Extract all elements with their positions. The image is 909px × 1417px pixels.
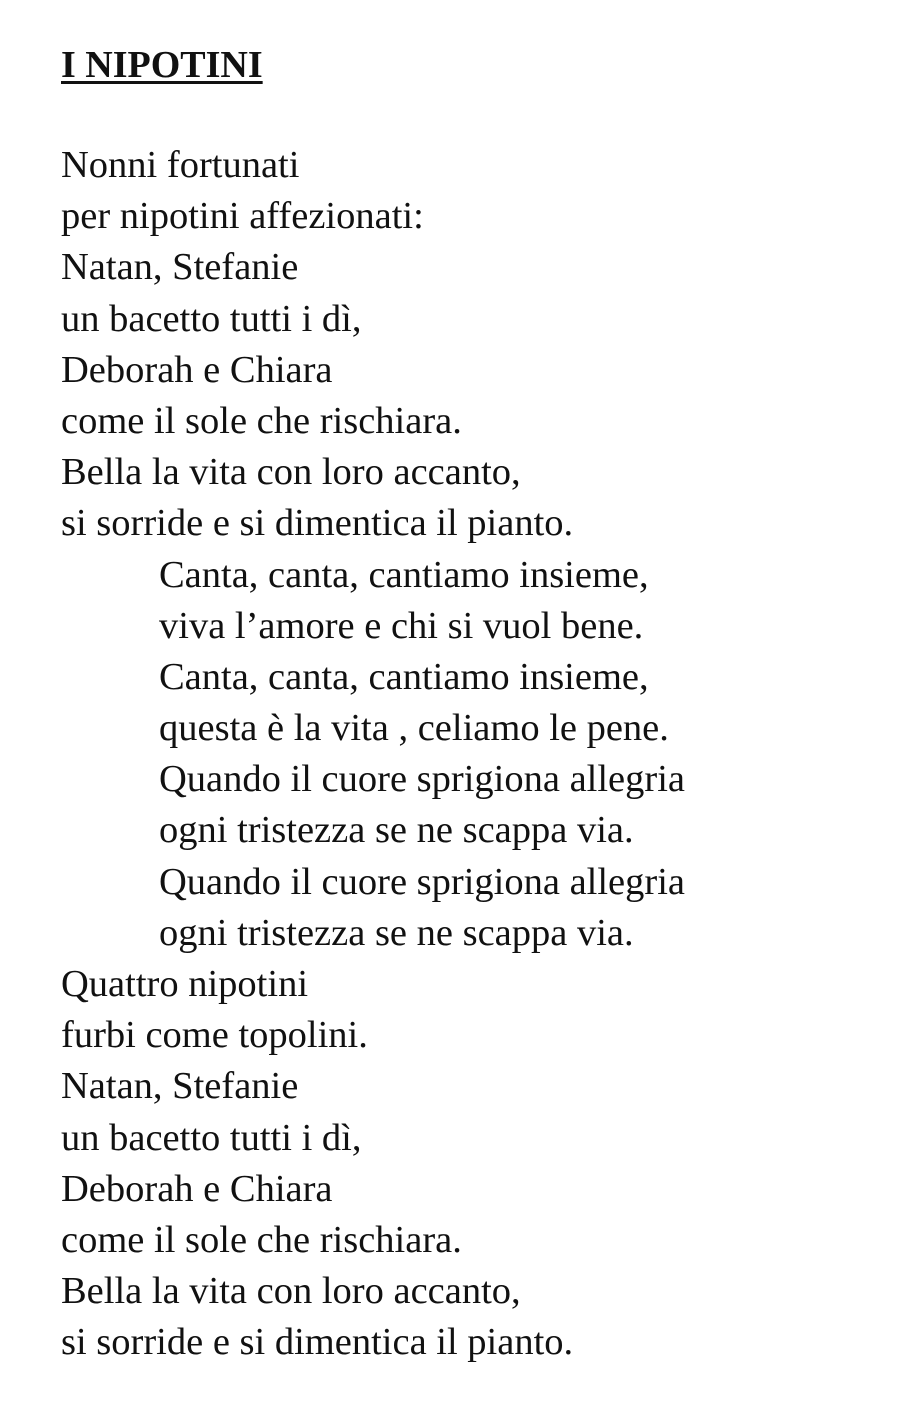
verse-line: Bella la vita con loro accanto, (61, 1270, 521, 1313)
verse-line: si sorride e si dimentica il pianto. (61, 1321, 574, 1364)
verse-line: un bacetto tutti i dì, (61, 1116, 362, 1159)
verse-line: Quattro nipotini (61, 963, 309, 1005)
verse-line: Nonni fortunati (61, 144, 300, 186)
verse-line: Natan, Stefanie (61, 1065, 299, 1108)
verse-line: come il sole che rischiara. (61, 399, 462, 442)
poem-title: I NIPOTINI (61, 44, 263, 86)
refrain-line: viva l’amore e chi si vuol bene. (159, 604, 644, 647)
refrain-line: Quando il cuore sprigiona allegria (159, 758, 685, 801)
verse-line: come il sole che rischiara. (61, 1218, 462, 1261)
refrain-line: ogni tristezza se ne scappa via. (159, 809, 634, 852)
verse-line: Deborah e Chiara (61, 348, 333, 391)
verse-line: Deborah e Chiara (61, 1167, 333, 1210)
refrain-line: ogni tristezza se ne scappa via. (159, 911, 634, 954)
refrain-line: questa è la vita , celiamo le pene. (159, 707, 669, 750)
poem-body (61, 140, 685, 1369)
verse-line: Bella la vita con loro accanto, (61, 451, 521, 494)
refrain-line: Canta, canta, cantiamo insieme, (159, 553, 649, 596)
refrain-line: Quando il cuore sprigiona allegria (159, 860, 685, 903)
verse-line: si sorride e si dimentica il pianto. (61, 502, 574, 545)
verse-line: Natan, Stefanie (61, 246, 299, 289)
verse-line: un bacetto tutti i dì, (61, 297, 362, 340)
verse-line: furbi come topolini. (61, 1014, 368, 1057)
verse-line: per nipotini affezionati: (61, 195, 424, 238)
refrain-line: Canta, canta, cantiamo insieme, (159, 655, 649, 698)
